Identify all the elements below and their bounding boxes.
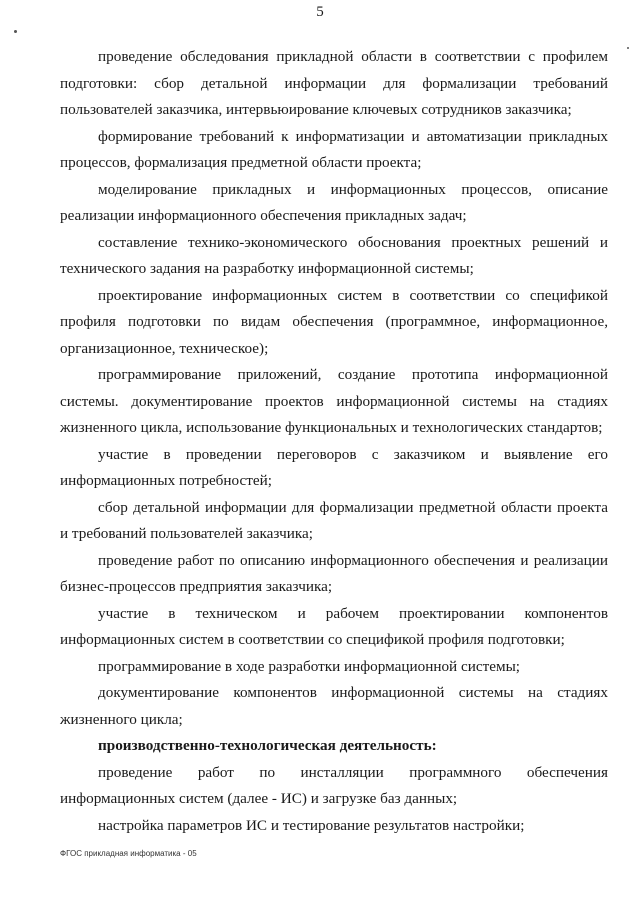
footer-label: ФГОС прикладная информатика - 05 — [60, 849, 197, 858]
paragraph: программирование приложений, создание прототипа информационной системы. документирование проектов информационной системы на стадиях жизненного цикла, использование функциональных и технологических стандартов; — [60, 366, 608, 436]
document-body — [60, 44, 608, 839]
paragraph: моделирование прикладных и информационных процессов, описание реализации информационного обеспечения прикладных задач; — [60, 180, 608, 224]
paragraph: проектирование информационных систем в соответствии со спецификой профиля подготовки по видам обеспечения (программное, информационное, организационное, техническое); — [60, 286, 608, 357]
paragraph: составление технико-экономического обоснования проектных решений и технического задания на разработку информационной системы; — [60, 233, 608, 277]
section-heading: производственно-технологическая деятельность: — [98, 737, 437, 754]
paragraph: программирование в ходе разработки информационной системы; — [98, 657, 521, 675]
scan-speck — [14, 30, 17, 33]
paragraph: формирование требований к информатизации и автоматизации прикладных процессов, формализация предметной области проекта; — [60, 127, 608, 171]
paragraph: сбор детальной информации для формализации предметной области проекта и требований пользователей заказчика; — [60, 498, 608, 542]
paragraph: проведение обследования прикладной области в соответствии с профилем подготовки: сбор детальной информации для формализации требований пользователей заказчика, интервьюирование ключевых сотрудников заказчика; — [60, 48, 608, 118]
paragraph: участие в техническом и рабочем проектировании компонентов информационных систем в соответствии со спецификой профиля подготовки; — [60, 604, 608, 648]
paragraph: проведение работ по инсталляции программного обеспечения информационных систем (далее - ИС) и загрузке баз данных; — [60, 763, 608, 807]
scan-speck — [627, 47, 629, 49]
paragraph: участие в проведении переговоров с заказчиком и выявление его информационных потребностей; — [60, 445, 608, 489]
page-number: 5 — [316, 4, 324, 20]
paragraph: проведение работ по описанию информационного обеспечения и реализации бизнес-процессов предприятия заказчика; — [60, 551, 608, 595]
paragraph: настройка параметров ИС и тестирование результатов настройки; — [98, 816, 525, 834]
paragraph: документирование компонентов информационной системы на стадиях жизненного цикла; — [60, 684, 608, 728]
